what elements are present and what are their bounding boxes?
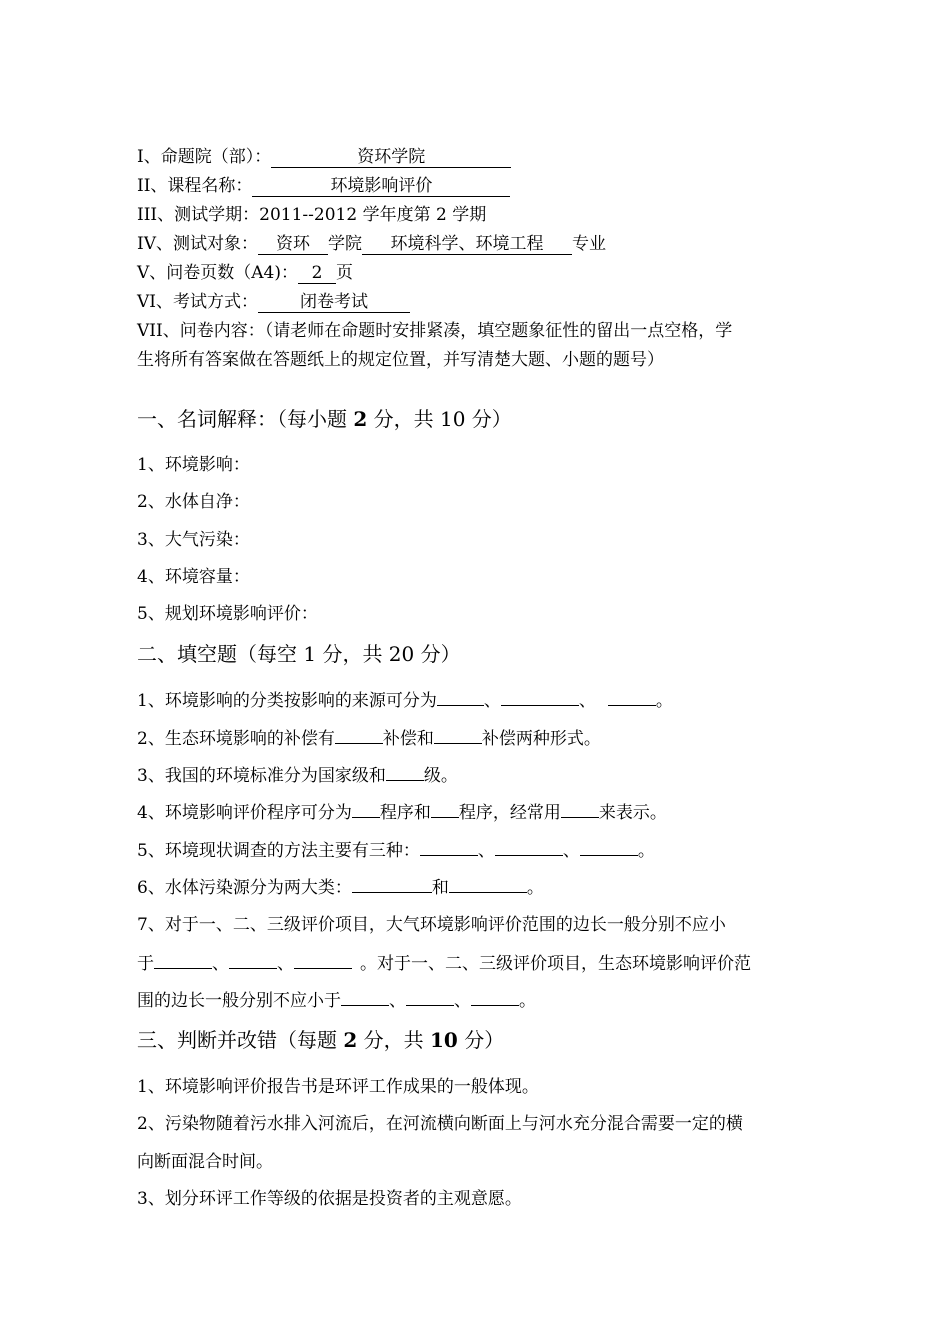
q2-text: 补偿和 (382, 729, 434, 749)
q1-sep: 、 (483, 691, 501, 711)
q3-text: 3、我国的环境标准分为国家级和 (137, 766, 386, 786)
q1-blank (501, 689, 579, 706)
section2-q7-line2 (137, 952, 751, 975)
section1-item: 1、环境影响： (137, 455, 250, 475)
exam-value: 闭卷考试 (258, 293, 410, 313)
content-line-2: 生将所有答案做在答题纸上的规定位置，并写清楚大题、小题的题号） (137, 350, 664, 370)
q6-end: 。 (526, 878, 544, 898)
section2-q7-line1: 7、对于一、二、三级评价项目，大气环境影响评价范围的边长一般分别不应小 (137, 915, 726, 935)
section2-q5 (137, 839, 655, 862)
section1-title-a: 一、名词解释：（每小题 (137, 407, 354, 431)
section3-q1: 1、环境影响评价报告书是环评工作成果的一般体现。 (137, 1077, 539, 1097)
section1-item: 4、环境容量： (137, 567, 250, 587)
pages-suffix: 页 (336, 263, 354, 283)
q1-end: 。 (655, 691, 673, 711)
q1-blank (608, 689, 656, 706)
exam-line (137, 291, 410, 313)
q1-blank (437, 689, 484, 706)
q5-sep: 、 (562, 841, 580, 861)
q7-blank (294, 952, 352, 969)
q3-text: 级。 (423, 766, 458, 786)
q5-end: 。 (637, 841, 655, 861)
q4-text: 4、环境影响评价程序可分为 (137, 803, 352, 823)
target-school: 资环 (258, 235, 328, 255)
section2-q7-line3 (137, 989, 536, 1012)
q6-blank (449, 876, 527, 893)
section3-q3: 3、划分环评工作等级的依据是投资者的主观意愿。 (137, 1189, 522, 1209)
q6-text: 6、水体污染源分为两大类： (137, 878, 352, 898)
target-major-suffix: 专业 (572, 234, 606, 254)
q2-text: 补偿两种形式。 (481, 729, 601, 749)
q1-text: 1、环境影响的分类按影响的来源可分为 (137, 691, 437, 711)
pages-value: 2 (298, 264, 336, 284)
q7-sep: 、 (389, 991, 406, 1011)
section3-title-a: 三、判断并改错（每题 (137, 1028, 344, 1052)
section1-item: 2、水体自净： (137, 492, 250, 512)
exam-label: VI、考试方式： (137, 292, 258, 312)
section2-q4 (137, 801, 667, 824)
q7-text: 。对于一、二、三级评价项目，生态环境影响评价范 (360, 954, 751, 974)
section1-item: 5、规划环境影响评价： (137, 604, 318, 624)
section2-q1 (137, 689, 673, 712)
section1-item: 3、大气污染： (137, 530, 250, 550)
q4-text: 程序，经常用 (458, 803, 561, 823)
section2-title: 二、填空题（每空 1 分，共 20 分） (137, 642, 461, 666)
q7-sep: 、 (212, 954, 229, 974)
q4-blank (431, 801, 459, 818)
q5-blank (580, 839, 638, 856)
dept-value: 资环学院 (271, 148, 511, 168)
section3-title-d: 10 (430, 1028, 458, 1052)
q1-sep: 、 (578, 691, 596, 711)
target-major: 环境科学、环境工程 (362, 235, 572, 255)
section2-q3 (137, 764, 458, 787)
section1-title-c: 分，共 10 分） (367, 407, 512, 431)
q6-blank (352, 876, 432, 893)
target-school-suffix: 学院 (328, 234, 362, 254)
q5-blank (420, 839, 478, 856)
q5-blank (495, 839, 563, 856)
section2-q6 (137, 876, 544, 899)
dept-line (137, 146, 511, 168)
target-line (137, 233, 606, 255)
q7-blank (471, 989, 519, 1006)
term-line: III、测试学期：2011--2012 学年度第 2 学期 (137, 205, 487, 225)
section3-title (137, 1027, 504, 1053)
course-label: II、课程名称： (137, 176, 253, 196)
q6-text: 和 (431, 878, 449, 898)
q7-text: 围的边长一般分别不应小于 (137, 991, 341, 1011)
section3-q2-line1: 2、污染物随着污水排入河流后，在河流横向断面上与河水充分混合需要一定的横 (137, 1114, 743, 1134)
q7-blank (154, 952, 212, 969)
section2-q2 (137, 727, 601, 750)
section3-title-b: 2 (343, 1028, 358, 1052)
q3-blank (386, 764, 424, 781)
q2-text: 2、生态环境影响的补偿有 (137, 729, 335, 749)
target-label: IV、测试对象： (137, 234, 258, 254)
q7-text: 于 (137, 954, 154, 974)
q7-blank (341, 989, 389, 1006)
section1-title (137, 406, 512, 432)
dept-label: I、命题院（部）： (137, 147, 272, 167)
section3-q2-line2: 向断面混合时间。 (137, 1152, 273, 1172)
q7-sep: 、 (454, 991, 471, 1011)
q4-blank (352, 801, 380, 818)
q2-blank (335, 727, 383, 744)
q7-end: 。 (519, 991, 536, 1011)
q2-blank (434, 727, 482, 744)
section3-title-e: 分） (457, 1028, 505, 1052)
q5-sep: 、 (477, 841, 495, 861)
course-value: 环境影响评价 (252, 177, 510, 197)
q7-blank (229, 952, 277, 969)
q7-sep: 、 (277, 954, 294, 974)
q4-blank (561, 801, 599, 818)
section1-title-b: 2 (353, 407, 368, 431)
section3-title-c: 分，共 (357, 1028, 430, 1052)
pages-label: V、问卷页数（A4)： (137, 263, 299, 283)
content-line-1: VII、问卷内容：（请老师在命题时安排紧凑，填空题象征性的留出一点空格，学 (137, 321, 733, 341)
q7-blank (406, 989, 454, 1006)
q5-text: 5、环境现状调查的方法主要有三种： (137, 841, 420, 861)
pages-line (137, 262, 353, 284)
q4-text: 来表示。 (598, 803, 667, 823)
course-line (137, 175, 510, 197)
q4-text: 程序和 (379, 803, 431, 823)
